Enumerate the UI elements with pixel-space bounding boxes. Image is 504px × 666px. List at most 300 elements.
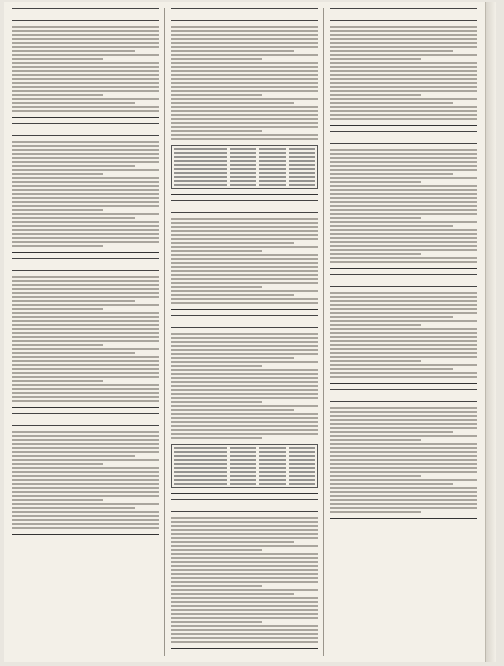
text-line-placeholder xyxy=(171,46,318,48)
text-line-placeholder xyxy=(171,345,318,347)
text-line-placeholder xyxy=(171,557,318,559)
text-line-placeholder xyxy=(12,400,159,402)
text-line-placeholder xyxy=(12,237,159,239)
text-line-placeholder xyxy=(330,201,477,203)
text-line-placeholder xyxy=(330,447,477,449)
text-line-placeholder xyxy=(330,106,477,108)
text-line-placeholder xyxy=(12,396,159,398)
text-line-placeholder xyxy=(330,511,421,513)
table-cell-placeholder xyxy=(289,467,315,469)
text-line-placeholder xyxy=(171,553,318,555)
table-cell-placeholder xyxy=(289,180,315,182)
news-column-3 xyxy=(330,8,482,656)
section-heading xyxy=(171,315,318,328)
text-line-placeholder xyxy=(12,209,103,211)
text-line-placeholder xyxy=(12,161,159,163)
text-line-placeholder xyxy=(12,276,159,278)
text-line-placeholder xyxy=(171,369,318,371)
text-line-placeholder xyxy=(171,573,318,575)
text-line-placeholder xyxy=(330,165,477,167)
text-line-placeholder xyxy=(171,337,318,339)
section-heading xyxy=(330,274,477,287)
text-line-placeholder xyxy=(12,384,159,386)
table-cell-placeholder xyxy=(289,455,315,457)
text-line-placeholder xyxy=(171,389,318,391)
text-line-placeholder xyxy=(330,233,477,235)
table-cell-placeholder xyxy=(174,152,227,154)
table-cell-placeholder xyxy=(289,483,315,485)
text-line-placeholder xyxy=(171,238,318,240)
article-text-block xyxy=(12,141,159,247)
text-line-placeholder xyxy=(171,393,318,395)
table-cell-placeholder xyxy=(259,459,285,461)
text-line-placeholder xyxy=(330,411,477,413)
text-line-placeholder xyxy=(171,517,318,519)
text-line-placeholder xyxy=(12,90,159,92)
text-line-placeholder xyxy=(171,613,318,615)
text-line-placeholder xyxy=(330,503,477,505)
text-line-placeholder xyxy=(12,201,159,203)
text-line-placeholder xyxy=(12,344,103,346)
text-line-placeholder xyxy=(12,435,159,437)
table-cell-placeholder xyxy=(289,168,315,170)
text-line-placeholder xyxy=(171,86,318,88)
table-cell-placeholder xyxy=(289,164,315,166)
text-line-placeholder xyxy=(330,98,477,100)
text-line-placeholder xyxy=(171,242,294,244)
text-line-placeholder xyxy=(171,417,318,419)
text-line-placeholder xyxy=(12,241,159,243)
text-line-placeholder xyxy=(12,340,159,342)
text-line-placeholder xyxy=(171,561,318,563)
table-cell-placeholder xyxy=(174,168,227,170)
table-cell-placeholder xyxy=(174,176,227,178)
text-line-placeholder xyxy=(330,368,453,370)
text-line-placeholder xyxy=(330,479,477,481)
text-line-placeholder xyxy=(330,296,477,298)
text-line-placeholder xyxy=(330,225,453,227)
text-line-placeholder xyxy=(171,42,318,44)
text-line-placeholder xyxy=(171,585,262,587)
text-line-placeholder xyxy=(12,173,103,175)
text-line-placeholder xyxy=(330,407,477,409)
table-cell-placeholder xyxy=(230,467,256,469)
text-line-placeholder xyxy=(171,110,318,112)
text-line-placeholder xyxy=(171,373,318,375)
text-line-placeholder xyxy=(171,413,318,415)
text-line-placeholder xyxy=(12,356,159,358)
text-line-placeholder xyxy=(171,66,318,68)
text-line-placeholder xyxy=(12,94,103,96)
text-line-placeholder xyxy=(171,254,318,256)
text-line-placeholder xyxy=(171,537,318,539)
text-line-placeholder xyxy=(12,50,135,52)
text-line-placeholder xyxy=(12,336,159,338)
table-cell-placeholder xyxy=(230,447,256,449)
text-line-placeholder xyxy=(12,455,135,457)
text-line-placeholder xyxy=(330,352,477,354)
article-text-block xyxy=(330,292,477,378)
text-line-placeholder xyxy=(171,549,262,551)
text-line-placeholder xyxy=(171,621,262,623)
text-line-placeholder xyxy=(171,521,318,523)
text-line-placeholder xyxy=(171,298,318,300)
table-cell-placeholder xyxy=(174,471,227,473)
table-cell-placeholder xyxy=(259,152,285,154)
table-cell-placeholder xyxy=(259,451,285,453)
table-cell-placeholder xyxy=(259,447,285,449)
text-line-placeholder xyxy=(12,66,159,68)
text-line-placeholder xyxy=(12,74,159,76)
text-line-placeholder xyxy=(12,507,135,509)
text-line-placeholder xyxy=(171,525,318,527)
article-text-block xyxy=(171,333,318,439)
text-line-placeholder xyxy=(330,320,477,322)
text-line-placeholder xyxy=(171,250,262,252)
text-line-placeholder xyxy=(12,447,159,449)
table-cell-placeholder xyxy=(174,447,227,449)
text-line-placeholder xyxy=(330,66,477,68)
table-cell-placeholder xyxy=(230,455,256,457)
text-line-placeholder xyxy=(330,86,477,88)
table-cell-placeholder xyxy=(230,184,256,186)
text-line-placeholder xyxy=(171,425,318,427)
table-cell-placeholder xyxy=(174,455,227,457)
text-line-placeholder xyxy=(330,487,477,489)
text-line-placeholder xyxy=(330,185,477,187)
text-line-placeholder xyxy=(12,380,103,382)
table-cell-placeholder xyxy=(259,148,285,150)
text-line-placeholder xyxy=(330,82,477,84)
text-line-placeholder xyxy=(171,134,318,136)
article-text-block xyxy=(330,26,477,120)
text-line-placeholder xyxy=(330,427,477,429)
text-line-placeholder xyxy=(330,173,453,175)
text-line-placeholder xyxy=(171,437,262,439)
text-line-placeholder xyxy=(12,300,135,302)
table-cell-placeholder xyxy=(289,176,315,178)
table-cell-placeholder xyxy=(259,467,285,469)
table-cell-placeholder xyxy=(289,172,315,174)
text-line-placeholder xyxy=(171,409,294,411)
table-cell-placeholder xyxy=(230,479,256,481)
text-line-placeholder xyxy=(330,249,477,251)
section-heading xyxy=(12,123,159,136)
text-line-placeholder xyxy=(171,302,318,304)
text-line-placeholder xyxy=(171,294,294,296)
text-line-placeholder xyxy=(12,221,159,223)
table-cell-placeholder xyxy=(259,176,285,178)
news-column-1 xyxy=(12,8,165,656)
section-heading xyxy=(330,389,477,402)
table-cell-placeholder xyxy=(289,156,315,158)
text-line-placeholder xyxy=(330,356,477,358)
text-line-placeholder xyxy=(12,467,159,469)
text-line-placeholder xyxy=(330,415,477,417)
text-line-placeholder xyxy=(330,205,477,207)
text-line-placeholder xyxy=(12,205,159,207)
text-line-placeholder xyxy=(171,401,262,403)
section-heading xyxy=(330,8,477,21)
table-cell-placeholder xyxy=(289,152,315,154)
text-line-placeholder xyxy=(330,189,477,191)
text-line-placeholder xyxy=(12,312,159,314)
table-cell-placeholder xyxy=(174,451,227,453)
text-line-placeholder xyxy=(12,185,159,187)
table-cell-placeholder xyxy=(259,479,285,481)
text-line-placeholder xyxy=(330,118,477,120)
table-cell-placeholder xyxy=(174,483,227,485)
text-line-placeholder xyxy=(12,332,159,334)
text-line-placeholder xyxy=(12,98,159,100)
text-line-placeholder xyxy=(171,405,318,407)
text-line-placeholder xyxy=(171,349,318,351)
text-line-placeholder xyxy=(171,122,318,124)
text-line-placeholder xyxy=(330,70,477,72)
section-divider xyxy=(330,383,477,384)
table-cell-placeholder xyxy=(230,463,256,465)
text-line-placeholder xyxy=(12,42,159,44)
table-cell-placeholder xyxy=(259,483,285,485)
text-line-placeholder xyxy=(330,78,477,80)
text-line-placeholder xyxy=(12,503,159,505)
section-divider xyxy=(330,518,477,519)
section-divider xyxy=(330,125,477,126)
text-line-placeholder xyxy=(330,153,477,155)
table-cell-placeholder xyxy=(289,451,315,453)
news-column-2 xyxy=(171,8,324,656)
text-line-placeholder xyxy=(12,62,159,64)
table-cell-placeholder xyxy=(289,184,315,186)
text-line-placeholder xyxy=(330,304,477,306)
table-cell-placeholder xyxy=(174,156,227,158)
text-line-placeholder xyxy=(12,487,159,489)
text-line-placeholder xyxy=(330,328,477,330)
text-line-placeholder xyxy=(171,106,318,108)
text-line-placeholder xyxy=(12,189,159,191)
text-line-placeholder xyxy=(330,193,477,195)
text-line-placeholder xyxy=(330,62,477,64)
table-cell-placeholder xyxy=(259,180,285,182)
text-line-placeholder xyxy=(12,149,159,151)
text-line-placeholder xyxy=(171,361,318,363)
text-line-placeholder xyxy=(171,58,262,60)
text-line-placeholder xyxy=(330,439,421,441)
text-line-placeholder xyxy=(171,30,318,32)
table-cell-placeholder xyxy=(230,180,256,182)
text-line-placeholder xyxy=(171,246,318,248)
section-divider xyxy=(171,493,318,494)
text-line-placeholder xyxy=(330,221,477,223)
text-line-placeholder xyxy=(171,589,318,591)
text-line-placeholder xyxy=(171,385,318,387)
text-line-placeholder xyxy=(330,102,453,104)
text-line-placeholder xyxy=(12,324,159,326)
text-line-placeholder xyxy=(171,581,318,583)
text-line-placeholder xyxy=(12,193,159,195)
text-line-placeholder xyxy=(171,138,318,140)
text-line-placeholder xyxy=(12,165,135,167)
text-line-placeholder xyxy=(330,300,477,302)
text-line-placeholder xyxy=(12,499,103,501)
text-line-placeholder xyxy=(171,597,318,599)
section-divider xyxy=(171,648,318,649)
text-line-placeholder xyxy=(171,541,294,543)
text-line-placeholder xyxy=(12,392,159,394)
text-line-placeholder xyxy=(171,62,318,64)
text-line-placeholder xyxy=(171,262,318,264)
text-line-placeholder xyxy=(171,102,294,104)
text-line-placeholder xyxy=(171,381,318,383)
text-line-placeholder xyxy=(12,110,159,112)
text-line-placeholder xyxy=(12,245,103,247)
text-line-placeholder xyxy=(330,435,477,437)
text-line-placeholder xyxy=(330,324,421,326)
article-text-block xyxy=(330,407,477,513)
text-line-placeholder xyxy=(12,527,159,529)
text-line-placeholder xyxy=(12,229,159,231)
article-text-block xyxy=(12,26,159,112)
text-line-placeholder xyxy=(12,296,159,298)
text-line-placeholder xyxy=(330,348,477,350)
text-line-placeholder xyxy=(330,253,421,255)
text-line-placeholder xyxy=(330,261,477,263)
text-line-placeholder xyxy=(171,34,318,36)
text-line-placeholder xyxy=(12,523,159,525)
text-line-placeholder xyxy=(12,491,159,493)
table-cell-placeholder xyxy=(259,160,285,162)
text-line-placeholder xyxy=(171,625,318,627)
table-cell-placeholder xyxy=(289,160,315,162)
section-divider xyxy=(171,309,318,310)
article-text-block xyxy=(12,431,159,529)
section-heading xyxy=(12,258,159,271)
text-line-placeholder xyxy=(330,495,477,497)
text-line-placeholder xyxy=(171,278,318,280)
table-cell-placeholder xyxy=(259,184,285,186)
text-line-placeholder xyxy=(330,360,421,362)
table-cell-placeholder xyxy=(259,455,285,457)
text-line-placeholder xyxy=(171,433,318,435)
text-line-placeholder xyxy=(330,344,477,346)
table-cell-placeholder xyxy=(230,475,256,477)
text-line-placeholder xyxy=(12,431,159,433)
section-divider xyxy=(12,117,159,118)
text-line-placeholder xyxy=(330,292,477,294)
text-line-placeholder xyxy=(12,483,159,485)
text-line-placeholder xyxy=(171,70,318,72)
text-line-placeholder xyxy=(330,26,477,28)
text-line-placeholder xyxy=(330,340,477,342)
text-line-placeholder xyxy=(171,333,318,335)
text-line-placeholder xyxy=(171,274,318,276)
text-line-placeholder xyxy=(171,290,318,292)
table-cell-placeholder xyxy=(230,176,256,178)
text-line-placeholder xyxy=(171,617,318,619)
text-line-placeholder xyxy=(12,352,135,354)
text-line-placeholder xyxy=(330,312,477,314)
text-line-placeholder xyxy=(12,284,159,286)
table-cell-placeholder xyxy=(230,459,256,461)
text-line-placeholder xyxy=(12,280,159,282)
table-cell-placeholder xyxy=(259,172,285,174)
text-line-placeholder xyxy=(171,90,318,92)
text-line-placeholder xyxy=(12,360,159,362)
table-cell-placeholder xyxy=(259,475,285,477)
text-line-placeholder xyxy=(12,233,159,235)
section-divider xyxy=(12,252,159,253)
newspaper-page xyxy=(4,2,496,662)
text-line-placeholder xyxy=(171,226,318,228)
table-cell-placeholder xyxy=(230,148,256,150)
table-cell-placeholder xyxy=(259,471,285,473)
text-line-placeholder xyxy=(171,222,318,224)
table-cell-placeholder xyxy=(289,447,315,449)
table-cell-placeholder xyxy=(174,160,227,162)
section-heading xyxy=(171,8,318,21)
text-line-placeholder xyxy=(12,364,159,366)
table-cell-placeholder xyxy=(174,180,227,182)
text-line-placeholder xyxy=(330,483,453,485)
text-line-placeholder xyxy=(330,376,477,378)
table-cell-placeholder xyxy=(174,164,227,166)
table-cell-placeholder xyxy=(230,451,256,453)
text-line-placeholder xyxy=(12,38,159,40)
text-line-placeholder xyxy=(330,34,477,36)
text-line-placeholder xyxy=(330,364,477,366)
text-line-placeholder xyxy=(330,54,477,56)
text-line-placeholder xyxy=(330,463,477,465)
text-line-placeholder xyxy=(12,316,159,318)
text-line-placeholder xyxy=(12,141,159,143)
text-line-placeholder xyxy=(171,637,318,639)
text-line-placeholder xyxy=(330,419,477,421)
text-line-placeholder xyxy=(12,463,103,465)
text-line-placeholder xyxy=(12,78,159,80)
text-line-placeholder xyxy=(330,181,421,183)
text-line-placeholder xyxy=(330,443,477,445)
text-line-placeholder xyxy=(171,282,318,284)
text-line-placeholder xyxy=(12,515,159,517)
text-line-placeholder xyxy=(171,641,318,643)
text-line-placeholder xyxy=(171,54,318,56)
text-line-placeholder xyxy=(330,58,421,60)
text-line-placeholder xyxy=(330,431,453,433)
text-line-placeholder xyxy=(330,74,477,76)
text-line-placeholder xyxy=(330,149,477,151)
text-line-placeholder xyxy=(330,213,477,215)
text-line-placeholder xyxy=(12,34,159,36)
section-divider xyxy=(12,407,159,408)
text-line-placeholder xyxy=(12,177,159,179)
text-line-placeholder xyxy=(330,30,477,32)
text-line-placeholder xyxy=(12,304,159,306)
text-line-placeholder xyxy=(12,169,159,171)
text-line-placeholder xyxy=(171,341,318,343)
text-line-placeholder xyxy=(12,471,159,473)
text-line-placeholder xyxy=(12,475,159,477)
article-text-block xyxy=(171,517,318,643)
text-line-placeholder xyxy=(12,197,159,199)
text-line-placeholder xyxy=(330,499,477,501)
text-line-placeholder xyxy=(171,114,318,116)
text-line-placeholder xyxy=(171,429,318,431)
table-cell-placeholder xyxy=(230,168,256,170)
text-line-placeholder xyxy=(12,479,159,481)
text-line-placeholder xyxy=(330,94,421,96)
section-heading xyxy=(330,131,477,144)
table-cell-placeholder xyxy=(289,463,315,465)
